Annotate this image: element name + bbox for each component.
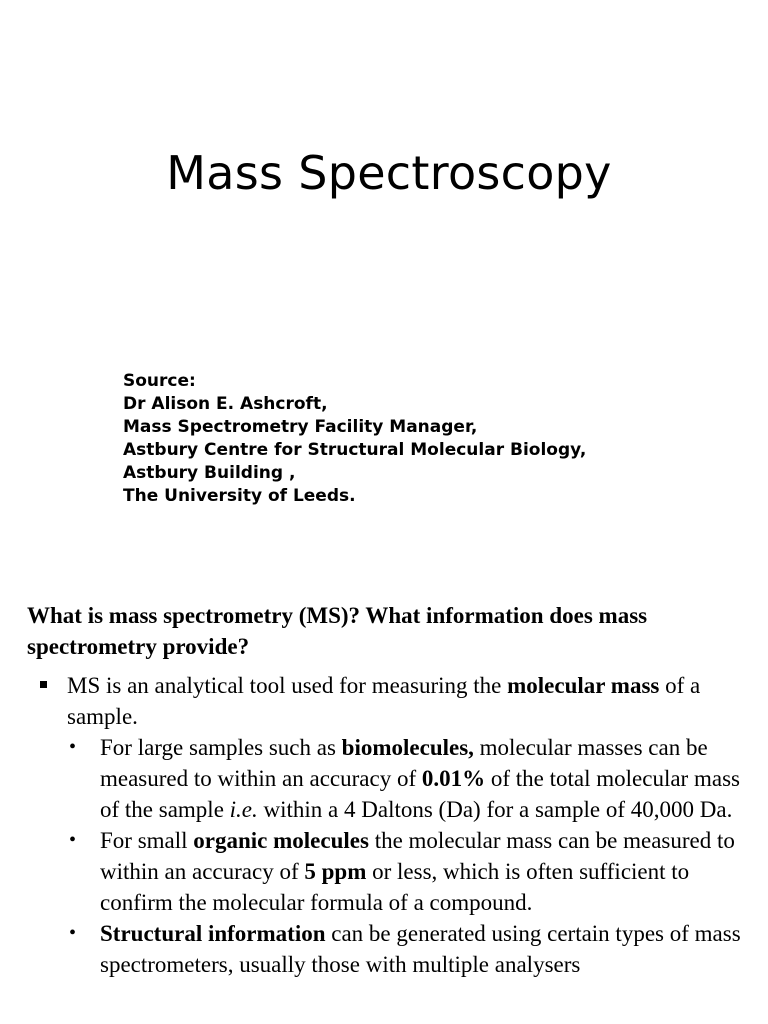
question-line-1: What is mass spectrometry (MS)? What information does mass: [27, 603, 648, 628]
source-label: Source:: [123, 371, 196, 391]
source-university: The University of Leeds.: [123, 486, 356, 506]
source-block: [123, 370, 586, 508]
sub-bullet-item: • For large samples such as biomolecules, molecular masses can be measured to within an accuracy of 0.01% of the total molecular mass of the sample i.e. within a 4 Daltons (Da) for a sample of 40,000 Da.: [0, 732, 755, 825]
question-line-2: spectrometry provide?: [27, 634, 250, 659]
bullet-dot-icon: •: [69, 829, 77, 851]
source-author: Dr Alison E. Ashcroft,: [123, 394, 328, 414]
source-role: Mass Spectrometry Facility Manager,: [123, 417, 478, 437]
bullet-dot-icon: •: [69, 736, 77, 758]
question-heading: [27, 600, 747, 662]
slide-title: Mass Spectroscopy: [166, 146, 612, 200]
sub-bullet-item: • For small organic molecules the molecular mass can be measured to within an accuracy of 5 ppm or less, which is often sufficient to confirm the molecular formula of a compound.: [0, 825, 755, 918]
bullet-item: MS is an analytical tool used for measuring the molecular mass of a sample.: [0, 670, 747, 732]
square-bullet-icon: [40, 681, 47, 688]
source-building: Astbury Building ,: [123, 463, 296, 483]
source-centre: Astbury Centre for Structural Molecular Biology,: [123, 440, 587, 460]
sub-bullet-item: • Structural information can be generated using certain types of mass spectrometers, usually those with multiple analysers: [0, 918, 755, 980]
bullet-dot-icon: •: [69, 922, 77, 944]
content-body: [0, 670, 768, 980]
